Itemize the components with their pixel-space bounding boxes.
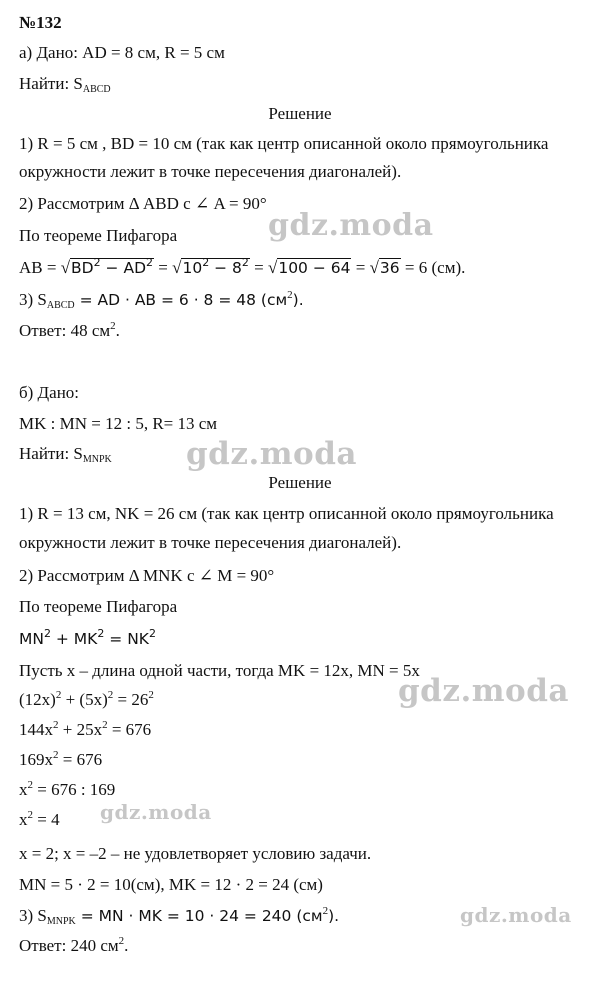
part-a-step1-line1: 1) R = 5 см , BD = 10 см (так как центр описанной около прямоугольника (19, 134, 549, 153)
part-b-roots: x = 2; x = –2 – не удовлетворяет условию задачи. (19, 844, 372, 863)
part-b-eq5: $x^2 = 4$ (19, 809, 60, 829)
part-b-eq4: $x^2 = 676$ : 169 (19, 779, 116, 799)
part-a-answer: Ответ: 48 $см^2$. (19, 320, 120, 340)
part-b-step3: 3) $S_{MNPK}$ = MN · MK = 10 · 24 = 240 $(см^2)$. (19, 905, 340, 927)
part-b-step2: 2) Рассмотрим Δ MNK с ∠ M = 90° (19, 566, 275, 585)
part-b-given: б) Дано: (19, 383, 80, 402)
part-b-answer: Ответ: 240 $см^2$. (19, 935, 129, 955)
watermark: gdz.moda (268, 208, 434, 243)
part-b-step1-line1: 1) R = 13 см, NK = 26 см (так как центр описанной около прямоугольника (19, 504, 554, 523)
part-a-step3: 3) $S_{ABCD}$ = AD · AB = 6 · 8 = 48 $(см^2)$. (19, 289, 304, 311)
watermark: gdz.moda (460, 903, 572, 927)
part-a-find: Найти: $S_{ABCD}$ (19, 74, 111, 95)
watermark: gdz.moda (186, 436, 357, 472)
part-b-ratio: MK : MN = 12 : 5, R= 13 см (19, 414, 218, 433)
part-a-theorem: По теореме Пифагора (19, 226, 178, 245)
part-b-pythagoras: $MN^2 + MK^2 = NK^2$ (19, 627, 156, 648)
part-b-sides: MN = 5 · 2 = 10(см), MK = 12 · 2 = 24 (см) (19, 875, 323, 894)
watermark: gdz.moda (100, 800, 212, 824)
part-a-given: а) Дано: AD = 8 см, R = 5 см (19, 43, 225, 62)
part-b-eq3: $169x^2 = 676$ (19, 749, 103, 769)
part-b-step1-line2: окружности лежит в точке пересечения диагоналей). (19, 533, 402, 552)
part-b-find: Найти: $S_{MNPK}$ (19, 444, 112, 465)
part-b-eq2: $144x^2 + 25x^2 = 676$ (19, 719, 152, 739)
part-b-eq1: $(12x)^2 + (5x)^2 = 26^2$ (19, 689, 154, 709)
part-a-step1-line2: окружности лежит в точке пересечения диагоналей). (19, 162, 402, 181)
part-b-theorem: По теореме Пифагора (19, 597, 178, 616)
part-a-solution-heading: Решение (268, 104, 332, 123)
part-b-let-line: Пусть х – длина одной части, тогда MK = 12x, MN = 5x (19, 661, 420, 680)
part-a-ab-equation: AB = $√BD^2 - AD^2 = √10^2 - 8^2 = √100 - 64 = √36 = 6$ (см). (19, 256, 466, 277)
watermark: gdz.moda (398, 673, 569, 709)
part-b-solution-heading: Решение (268, 473, 332, 492)
problem-number: №132 (19, 13, 62, 32)
part-a-step2: 2) Рассмотрим Δ ABD с ∠ A = 90° (19, 194, 267, 213)
